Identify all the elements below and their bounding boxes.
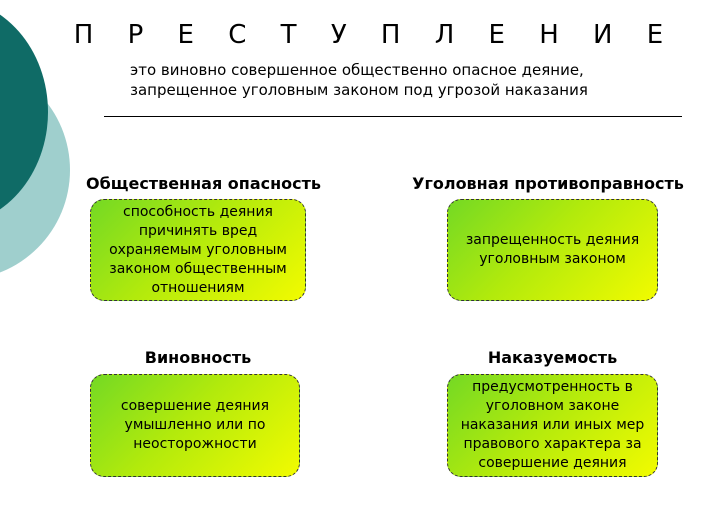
feature-description-unlawfulness: запрещенность деяния уголовным законом (465, 232, 640, 267)
feature-heading-guilt: Виновность (144, 348, 252, 367)
feature-description-punishability: предусмотренность в уголовном законе наказания или иных мер правового характера за совершение деяния (460, 379, 645, 471)
definition-text (130, 60, 690, 100)
divider-line (104, 116, 682, 117)
page-title: П Р Е С Т У П Л Е Н И Е (73, 20, 677, 50)
feature-box-public-danger (90, 199, 306, 301)
definition-line-1: это виновно совершенное общественно опасное деяние, (130, 61, 584, 79)
feature-box-guilt (90, 374, 300, 477)
feature-description-public-danger: способность деяния причинять вред охраняемым уголовным законом общественным отношениям (109, 203, 287, 296)
feature-box-punishability (447, 374, 658, 477)
feature-description-guilt: совершение деяния умышленно или по неосторожности (120, 398, 270, 452)
feature-heading-unlawfulness: Уголовная противоправность (412, 174, 684, 193)
feature-box-unlawfulness (447, 199, 658, 301)
feature-heading-punishability: Наказуемость (487, 348, 618, 367)
feature-heading-public-danger: Общественная опасность (86, 174, 322, 193)
definition-line-2: запрещенное уголовным законом под угрозой наказания (130, 81, 588, 99)
